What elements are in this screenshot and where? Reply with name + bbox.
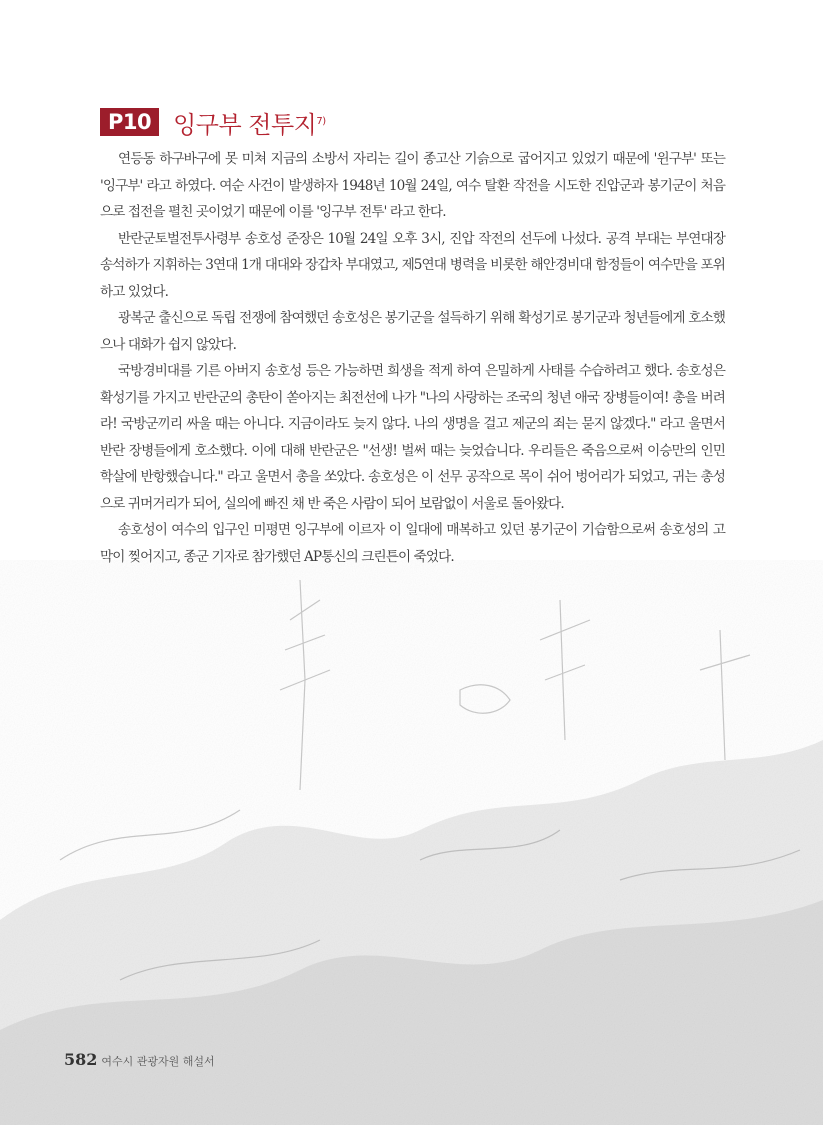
page-number: 582: [64, 1050, 98, 1069]
pencil-sketch-illustration: [0, 560, 823, 1125]
paragraph: 송호성이 여수의 입구인 미평면 잉구부에 이르자 이 일대에 매복하고 있던 봉기군이 기습함으로써 송호성의 고막이 찢어지고, 종군 기자로 참가했던 AP통신의 크린튼이 죽었다.: [100, 522, 725, 565]
section-title-text: 잉구부 전투지: [173, 110, 317, 139]
footnote-mark: 7): [316, 115, 326, 127]
section-heading: [100, 104, 725, 140]
book-title: 여수시 관광자원 해설서: [101, 1055, 215, 1068]
point-badge: P10: [100, 108, 159, 136]
article: [100, 104, 725, 570]
paragraph: 연등동 하구바구에 못 미쳐 지금의 소방서 자리는 길이 종고산 기슭으로 굽어지고 있었기 때문에 '윈구부' 또는 '잉구부' 라고 하였다. 여순 사건이 발생하자 1948년 10월 24일, 여수 탈환 작전을 시도한 진압군과 봉기군이 처음으로 접전을 펼친 곳이었기 때문에 이를 '잉구부 전투' 라고 한다.: [100, 151, 725, 220]
section-title: [173, 105, 326, 140]
paragraph: 국방경비대를 기른 아버지 송호성 등은 가능하면 희생을 적게 하여 은밀하게 사태를 수습하려고 했다. 송호성은 확성기를 가지고 반란군의 총탄이 쏟아지는 최전선에 나가 "나의 사랑하는 조국의 청년 애국 장병들이여! 총을 버려라! 국방군끼리 싸울 때는 아니다. 지금이라도 늦지 않다. 나의 생명을 걸고 제군의 죄는 묻지 않겠다." 라고 울면서 반란 장병들에게 호소했다. 이에 대해 반란군은 "선생! 벌써 때는 늦었습니다. 우리들은 죽음으로써 이승만의 인민 학살에 반항했습니다." 라고 울면서 총을 쏘았다. 송호성은 이 선무 공작으로 목이 쉬어 벙어리가 되었고, 귀는 총성으로 귀머거리가 되어, 실의에 빠진 채 반 죽은 사람이 되어 보람없이 서울로 돌아왔다.: [100, 363, 725, 512]
paragraph: 광복군 출신으로 독립 전쟁에 참여했던 송호성은 봉기군을 설득하기 위해 확성기로 봉기군과 청년들에게 호소했으나 대화가 쉽지 않았다.: [100, 310, 725, 353]
page-footer: [64, 1050, 215, 1069]
paragraph: 반란군토벌전투사령부 송호성 준장은 10월 24일 오후 3시, 진압 작전의 선두에 나섰다. 공격 부대는 부연대장 송석하가 지휘하는 3연대 1개 대대와 장갑차 부대였고, 제5연대 병력을 비롯한 해안경비대 함정들이 여수만을 포위하고 있었다.: [100, 230, 725, 300]
